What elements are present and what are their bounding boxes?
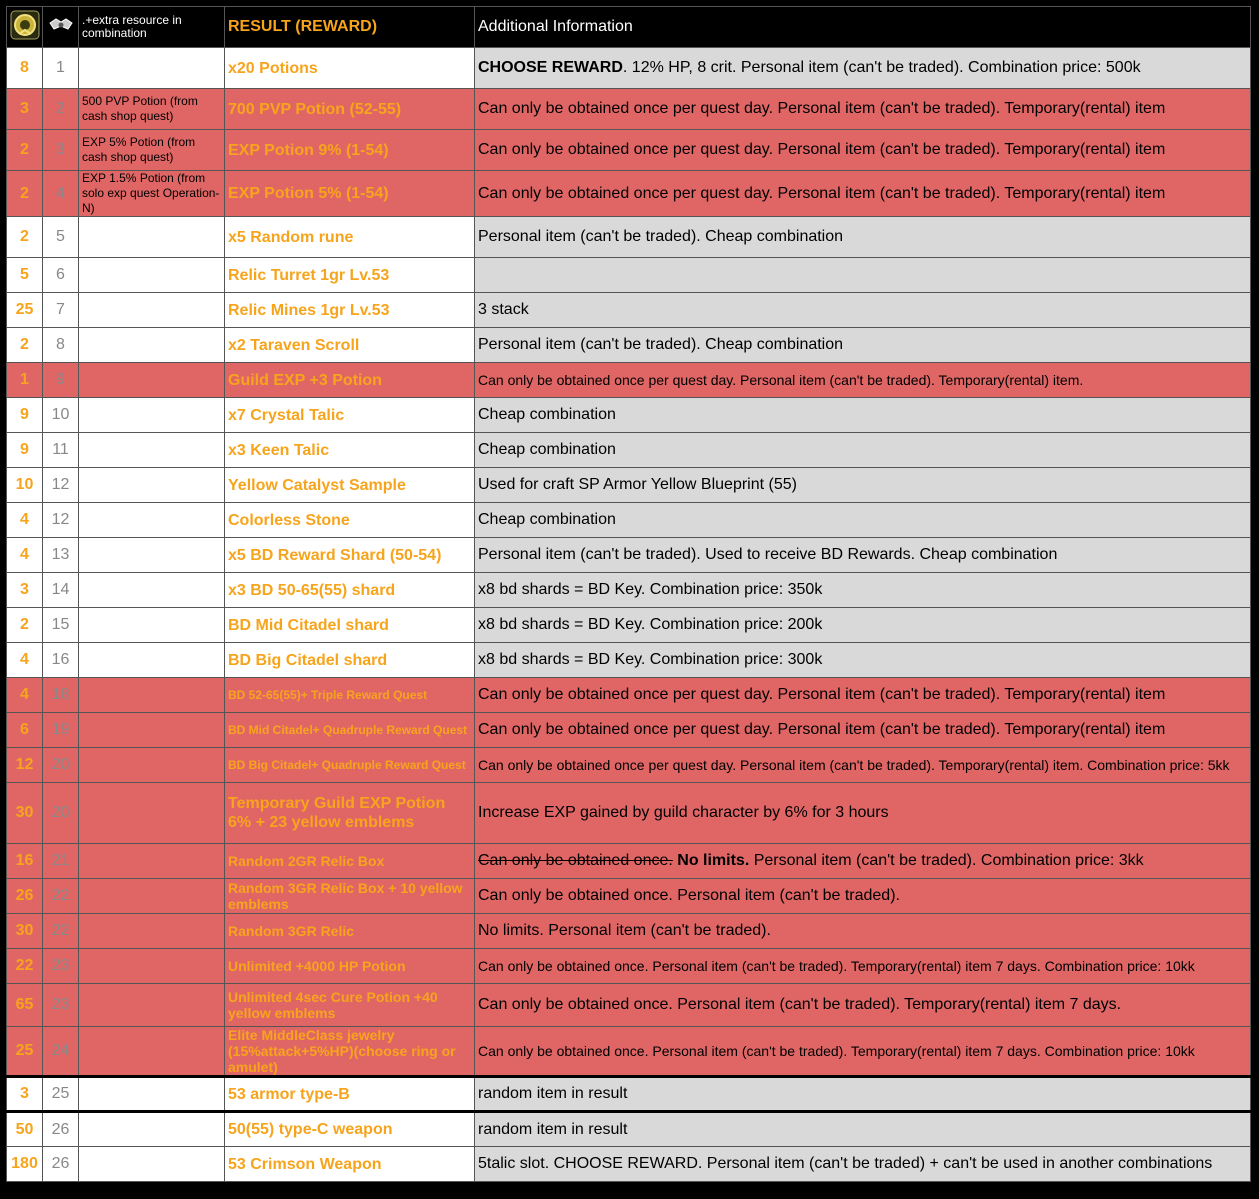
cost-cell: 9: [7, 433, 43, 468]
info-cell: [475, 398, 1251, 433]
header-extra-resource: .+extra resource in combination: [79, 7, 225, 48]
result-cell: Relic Mines 1gr Lv.53: [225, 293, 475, 328]
index-cell: 2: [43, 89, 79, 130]
index-cell: 18: [43, 678, 79, 713]
info-text: Can only be obtained once. Personal item (can't be traded). Temporary(rental) item 7 days. Combination price: 10kk: [478, 1043, 1195, 1059]
info-text: Can only be obtained once per quest day. Personal item (can't be traded). Temporary(rental) item.: [478, 372, 1084, 388]
winged-badge-icon: [48, 15, 74, 35]
reward-table-wrapper: [6, 6, 1250, 1182]
info-cell: [475, 1147, 1251, 1182]
info-text: Can only be obtained once per quest day. Personal item (can't be traded). Temporary(rental) item. Combination price: 5kk: [478, 757, 1230, 773]
info-text: x8 bd shards = BD Key. Combination price: 350k: [478, 581, 823, 598]
result-cell: EXP Potion 5% (1-54): [225, 171, 475, 217]
index-cell: 24: [43, 1027, 79, 1077]
info-text: No limits. Personal item (can't be traded).: [478, 922, 771, 939]
table-row: [7, 89, 1251, 130]
result-cell: BD Big Citadel shard: [225, 643, 475, 678]
table-row: [7, 573, 1251, 608]
info-text: 3 stack: [478, 301, 529, 318]
extra-resource-cell: [79, 328, 225, 363]
cost-cell: 16: [7, 844, 43, 879]
cost-cell: 30: [7, 914, 43, 949]
result-cell: Random 3GR Relic Box + 10 yellow emblems: [225, 879, 475, 914]
table-row: [7, 433, 1251, 468]
cost-cell: 10: [7, 468, 43, 503]
result-cell: Unlimited +4000 HP Potion: [225, 949, 475, 984]
cost-cell: 8: [7, 48, 43, 89]
info-text: Cheap combination: [478, 441, 616, 458]
info-cell: [475, 678, 1251, 713]
info-cell: [475, 914, 1251, 949]
result-cell: Random 2GR Relic Box: [225, 844, 475, 879]
result-cell: x5 BD Reward Shard (50-54): [225, 538, 475, 573]
result-cell: BD Mid Citadel+ Quadruple Reward Quest: [225, 713, 475, 748]
result-cell: x3 BD 50-65(55) shard: [225, 573, 475, 608]
index-cell: 7: [43, 293, 79, 328]
info-cell: [475, 258, 1251, 293]
cost-cell: 4: [7, 503, 43, 538]
info-text: Can only be obtained once per quest day. Personal item (can't be traded). Temporary(rental) item: [478, 721, 1166, 738]
result-cell: Elite MiddleClass jewelry (15%attack+5%HP)(choose ring or amulet): [225, 1027, 475, 1077]
cost-cell: 25: [7, 293, 43, 328]
extra-resource-cell: [79, 1147, 225, 1182]
reward-table: [6, 6, 1251, 1182]
result-cell: Relic Turret 1gr Lv.53: [225, 258, 475, 293]
table-row: [7, 468, 1251, 503]
info-cell: [475, 713, 1251, 748]
table-row: [7, 328, 1251, 363]
cost-cell: 22: [7, 949, 43, 984]
table-row: [7, 171, 1251, 217]
cost-cell: 12: [7, 748, 43, 783]
extra-resource-cell: [79, 914, 225, 949]
table-row: [7, 713, 1251, 748]
info-text: 5talic slot. CHOOSE REWARD. Personal item (can't be traded) + can't be used in another combinations: [478, 1155, 1213, 1172]
gold-coin-emblem-icon: [10, 10, 40, 40]
info-text: Personal item (can't be traded). Cheap combination: [478, 336, 844, 353]
info-text: Can only be obtained once per quest day. Personal item (can't be traded). Temporary(rental) item: [478, 100, 1166, 117]
index-cell: 22: [43, 879, 79, 914]
index-cell: 15: [43, 608, 79, 643]
info-text: Personal item (can't be traded). Combination price: 3kk: [749, 852, 1144, 869]
header-additional-info: Additional Information: [475, 7, 1251, 48]
info-text: Personal item (can't be traded). Used to receive BD Rewards. Cheap combination: [478, 546, 1058, 563]
header-cell-id: [43, 7, 79, 48]
cost-cell: 2: [7, 608, 43, 643]
table-row: [7, 1027, 1251, 1077]
index-cell: 26: [43, 1112, 79, 1147]
info-cell: [475, 608, 1251, 643]
result-cell: 700 PVP Potion (52-55): [225, 89, 475, 130]
info-text: x8 bd shards = BD Key. Combination price: 200k: [478, 616, 823, 633]
info-cell: [475, 130, 1251, 171]
extra-resource-cell: [79, 713, 225, 748]
info-cell: [475, 879, 1251, 914]
info-text: x8 bd shards = BD Key. Combination price: 300k: [478, 651, 823, 668]
info-text: . 12% HP, 8 crit. Personal item (can't be traded). Combination price: 500k: [622, 59, 1141, 76]
cost-cell: 2: [7, 171, 43, 217]
index-cell: 19: [43, 713, 79, 748]
index-cell: 16: [43, 643, 79, 678]
cost-cell: 3: [7, 1077, 43, 1112]
extra-resource-cell: [79, 48, 225, 89]
extra-resource-cell: [79, 258, 225, 293]
index-cell: 3: [43, 130, 79, 171]
cost-cell: 9: [7, 398, 43, 433]
cost-cell: 2: [7, 328, 43, 363]
table-row: [7, 678, 1251, 713]
table-row: [7, 608, 1251, 643]
extra-resource-cell: [79, 1027, 225, 1077]
info-text: random item in result: [478, 1085, 628, 1102]
info-cell: [475, 1112, 1251, 1147]
extra-resource-cell: [79, 468, 225, 503]
info-cell: [475, 844, 1251, 879]
info-text: Can only be obtained once. Personal item (can't be traded). Temporary(rental) item 7 days.: [478, 996, 1122, 1013]
table-row: [7, 984, 1251, 1027]
info-cell: [475, 328, 1251, 363]
cost-cell: 6: [7, 713, 43, 748]
table-row: [7, 783, 1251, 844]
extra-resource-cell: [79, 503, 225, 538]
header-result: RESULT (REWARD): [225, 7, 475, 48]
cost-cell: 4: [7, 643, 43, 678]
extra-resource-cell: 500 PVP Potion (from cash shop quest): [79, 89, 225, 130]
cost-cell: 180: [7, 1147, 43, 1182]
info-cell: [475, 171, 1251, 217]
index-cell: 9: [43, 363, 79, 398]
info-cell: [475, 1077, 1251, 1112]
result-cell: x7 Crystal Talic: [225, 398, 475, 433]
extra-resource-cell: [79, 879, 225, 914]
cost-cell: 4: [7, 538, 43, 573]
table-row: [7, 538, 1251, 573]
cost-cell: 50: [7, 1112, 43, 1147]
index-cell: 10: [43, 398, 79, 433]
extra-resource-cell: [79, 363, 225, 398]
extra-resource-cell: [79, 748, 225, 783]
index-cell: 12: [43, 468, 79, 503]
extra-resource-cell: [79, 783, 225, 844]
info-cell: [475, 538, 1251, 573]
index-cell: 6: [43, 258, 79, 293]
result-cell: x5 Random rune: [225, 217, 475, 258]
table-row: [7, 1077, 1251, 1112]
info-cell: [475, 363, 1251, 398]
info-text: Increase EXP gained by guild character by 6% for 3 hours: [478, 804, 889, 821]
index-cell: 22: [43, 914, 79, 949]
info-cell: [475, 949, 1251, 984]
table-row: [7, 48, 1251, 89]
extra-resource-cell: [79, 573, 225, 608]
extra-resource-cell: [79, 398, 225, 433]
header-row: [7, 7, 1251, 48]
info-cell: [475, 573, 1251, 608]
info-cell: [475, 217, 1251, 258]
info-cell: [475, 468, 1251, 503]
result-cell: Colorless Stone: [225, 503, 475, 538]
result-cell: x20 Potions: [225, 48, 475, 89]
extra-resource-cell: [79, 984, 225, 1027]
cost-cell: 3: [7, 573, 43, 608]
index-cell: 4: [43, 171, 79, 217]
info-cell: [475, 643, 1251, 678]
result-cell: BD 52-65(55)+ Triple Reward Quest: [225, 678, 475, 713]
result-cell: Temporary Guild EXP Potion 6% + 23 yellow emblems: [225, 783, 475, 844]
info-strikethrough-text: Can only be obtained once.: [478, 852, 673, 869]
table-row: [7, 130, 1251, 171]
info-text: Can only be obtained once. Personal item (can't be traded). Temporary(rental) item 7 days. Combination price: 10kk: [478, 958, 1195, 974]
info-cell: [475, 433, 1251, 468]
table-row: [7, 748, 1251, 783]
cost-cell: 4: [7, 678, 43, 713]
result-cell: x2 Taraven Scroll: [225, 328, 475, 363]
info-cell: [475, 48, 1251, 89]
index-cell: 5: [43, 217, 79, 258]
extra-resource-cell: [79, 643, 225, 678]
index-cell: 12: [43, 503, 79, 538]
extra-resource-cell: [79, 949, 225, 984]
extra-resource-cell: [79, 538, 225, 573]
table-row: [7, 1112, 1251, 1147]
result-cell: EXP Potion 9% (1-54): [225, 130, 475, 171]
index-cell: 21: [43, 844, 79, 879]
table-row: [7, 503, 1251, 538]
table-row: [7, 398, 1251, 433]
extra-resource-cell: [79, 293, 225, 328]
extra-resource-cell: [79, 433, 225, 468]
table-row: [7, 258, 1251, 293]
table-row: [7, 844, 1251, 879]
info-text: Cheap combination: [478, 406, 616, 423]
extra-resource-cell: [79, 217, 225, 258]
table-row: [7, 914, 1251, 949]
result-cell: Guild EXP +3 Potion: [225, 363, 475, 398]
info-cell: [475, 293, 1251, 328]
index-cell: 20: [43, 783, 79, 844]
info-text: random item in result: [478, 1120, 628, 1138]
index-cell: 23: [43, 949, 79, 984]
result-cell: BD Big Citadel+ Quadruple Reward Quest: [225, 748, 475, 783]
index-cell: 1: [43, 48, 79, 89]
info-cell: [475, 984, 1251, 1027]
table-row: [7, 643, 1251, 678]
cost-cell: 65: [7, 984, 43, 1027]
extra-resource-cell: [79, 678, 225, 713]
cost-cell: 26: [7, 879, 43, 914]
info-text: Used for craft SP Armor Yellow Blueprint (55): [478, 476, 797, 493]
extra-resource-cell: [79, 608, 225, 643]
reward-table-body: [7, 48, 1251, 1182]
result-cell: x3 Keen Talic: [225, 433, 475, 468]
info-text: Can only be obtained once per quest day. Personal item (can't be traded). Temporary(rental) item: [478, 686, 1166, 703]
extra-resource-cell: [79, 844, 225, 879]
info-text: Can only be obtained once per quest day. Personal item (can't be traded). Temporary(rental) item: [478, 141, 1166, 158]
cost-cell: 2: [7, 217, 43, 258]
cost-cell: 25: [7, 1027, 43, 1077]
table-row: [7, 217, 1251, 258]
info-cell: [475, 503, 1251, 538]
index-cell: 14: [43, 573, 79, 608]
info-cell: [475, 783, 1251, 844]
cost-cell: 2: [7, 130, 43, 171]
cost-cell: 30: [7, 783, 43, 844]
index-cell: 13: [43, 538, 79, 573]
table-row: [7, 879, 1251, 914]
info-text: Can only be obtained once. Personal item (can't be traded).: [478, 887, 900, 904]
index-cell: 23: [43, 984, 79, 1027]
cost-cell: 1: [7, 363, 43, 398]
index-cell: 8: [43, 328, 79, 363]
index-cell: 26: [43, 1147, 79, 1182]
extra-resource-cell: [79, 1112, 225, 1147]
info-cell: [475, 748, 1251, 783]
info-text: Can only be obtained once per quest day. Personal item (can't be traded). Temporary(rental) item: [478, 184, 1166, 202]
extra-resource-cell: [79, 1077, 225, 1112]
result-cell: Random 3GR Relic: [225, 914, 475, 949]
info-cell: [475, 89, 1251, 130]
cost-cell: 5: [7, 258, 43, 293]
table-row: [7, 293, 1251, 328]
result-cell: BD Mid Citadel shard: [225, 608, 475, 643]
index-cell: 25: [43, 1077, 79, 1112]
extra-resource-cell: EXP 5% Potion (from cash shop quest): [79, 130, 225, 171]
result-cell: 53 armor type-B: [225, 1077, 475, 1112]
table-row: [7, 949, 1251, 984]
header-cell-cost: [7, 7, 43, 48]
info-bold-text: No limits.: [677, 852, 750, 869]
info-text: Cheap combination: [478, 511, 616, 528]
cost-cell: 3: [7, 89, 43, 130]
index-cell: 11: [43, 433, 79, 468]
result-cell: Unlimited 4sec Cure Potion +40 yellow emblems: [225, 984, 475, 1027]
table-row: [7, 1147, 1251, 1182]
table-row: [7, 363, 1251, 398]
result-cell: Yellow Catalyst Sample: [225, 468, 475, 503]
result-cell: 50(55) type-C weapon: [225, 1112, 475, 1147]
index-cell: 20: [43, 748, 79, 783]
info-cell: [475, 1027, 1251, 1077]
extra-resource-cell: EXP 1.5% Potion (from solo exp quest Operation-N): [79, 171, 225, 217]
result-cell: 53 Crimson Weapon: [225, 1147, 475, 1182]
info-text: Personal item (can't be traded). Cheap combination: [478, 228, 844, 245]
info-bold-text: CHOOSE REWARD: [478, 59, 623, 76]
